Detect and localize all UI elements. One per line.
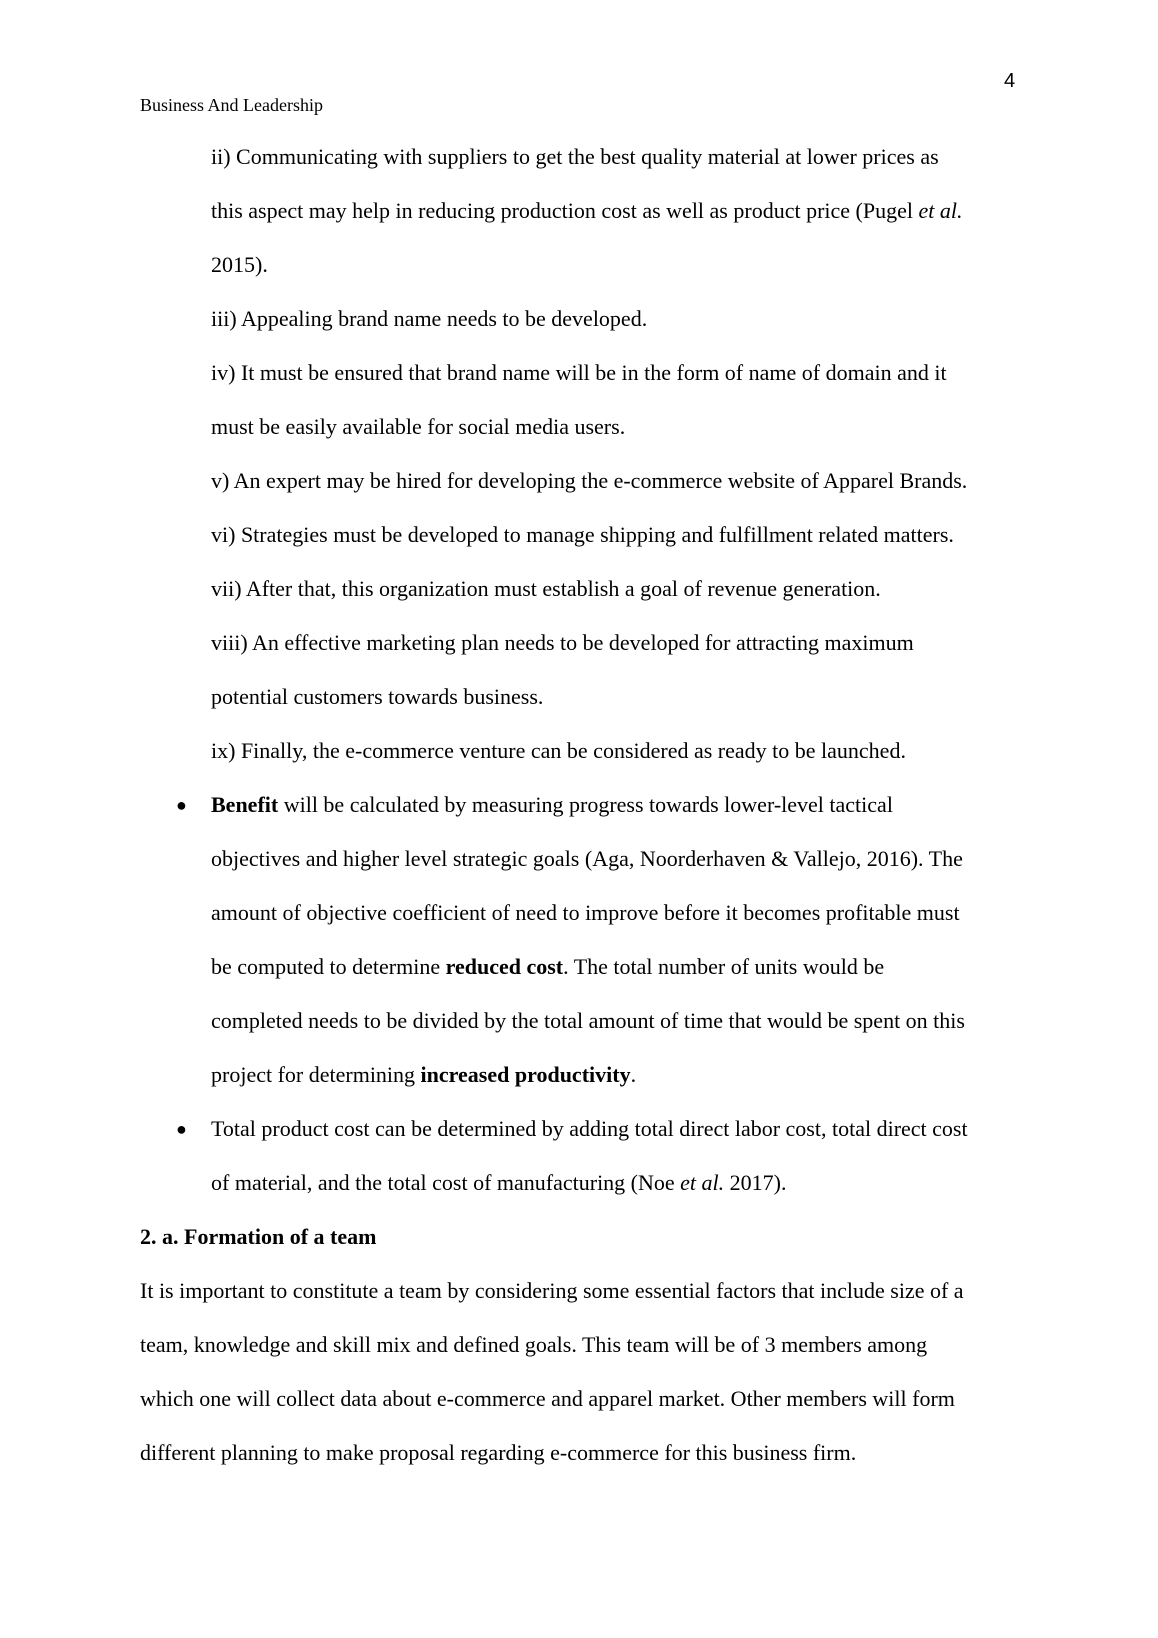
step-ix: ix) Finally, the e-commerce venture can be considered as ready to be launched.	[211, 738, 906, 763]
step-ii-line-1: ii) Communicating with suppliers to get the best quality material at lower prices as	[211, 144, 939, 169]
paragraph-line-4: different planning to make proposal regarding e-commerce for this business firm.	[140, 1440, 857, 1465]
running-header: Business And Leadership	[140, 95, 323, 115]
paragraph-line-3: which one will collect data about e-commerce and apparel market. Other members will form	[140, 1386, 955, 1411]
step-vi: vi) Strategies must be developed to manage shipping and fulfillment related matters.	[211, 522, 954, 547]
cost-line-1: Total product cost can be determined by adding total direct labor cost, total direct cost	[211, 1116, 968, 1141]
benefit-line-6: project for determining increased productivity.	[211, 1062, 637, 1087]
step-iv-line-2: must be easily available for social media users.	[211, 414, 626, 439]
benefit-line-3: amount of objective coefficient of need to improve before it becomes profitable must	[211, 900, 960, 925]
page-number: 4	[1004, 70, 1016, 92]
benefit-line-4: be computed to determine reduced cost. The total number of units would be	[211, 954, 885, 979]
paragraph-line-1: It is important to constitute a team by considering some essential factors that include size of a	[140, 1278, 964, 1303]
step-vii: vii) After that, this organization must establish a goal of revenue generation.	[211, 576, 881, 601]
step-viii-line-1: viii) An effective marketing plan needs to be developed for attracting maximum	[211, 630, 914, 655]
step-ii-line-2: this aspect may help in reducing production cost as well as product price (Pugel et al.	[211, 198, 963, 223]
step-iv-line-1: iv) It must be ensured that brand name will be in the form of name of domain and it	[211, 360, 947, 385]
step-v: v) An expert may be hired for developing the e-commerce website of Apparel Brands.	[211, 468, 968, 493]
step-iii: iii) Appealing brand name needs to be developed.	[211, 306, 648, 331]
benefit-line-5: completed needs to be divided by the total amount of time that would be spent on this	[211, 1008, 965, 1033]
bullet-icon: ●	[176, 795, 187, 815]
step-viii-line-2: potential customers towards business.	[211, 684, 544, 709]
benefit-line-1: Benefit will be calculated by measuring progress towards lower-level tactical	[211, 792, 893, 817]
section-heading: 2. a. Formation of a team	[140, 1224, 377, 1249]
bullet-icon: ●	[176, 1119, 187, 1139]
benefit-line-2: objectives and higher level strategic goals (Aga, Noorderhaven & Vallejo, 2016). The	[211, 846, 963, 871]
step-ii-line-3: 2015).	[211, 252, 268, 277]
paragraph-line-2: team, knowledge and skill mix and defined goals. This team will be of 3 members among	[140, 1332, 928, 1357]
cost-line-2: of material, and the total cost of manufacturing (Noe et al. 2017).	[211, 1170, 787, 1195]
